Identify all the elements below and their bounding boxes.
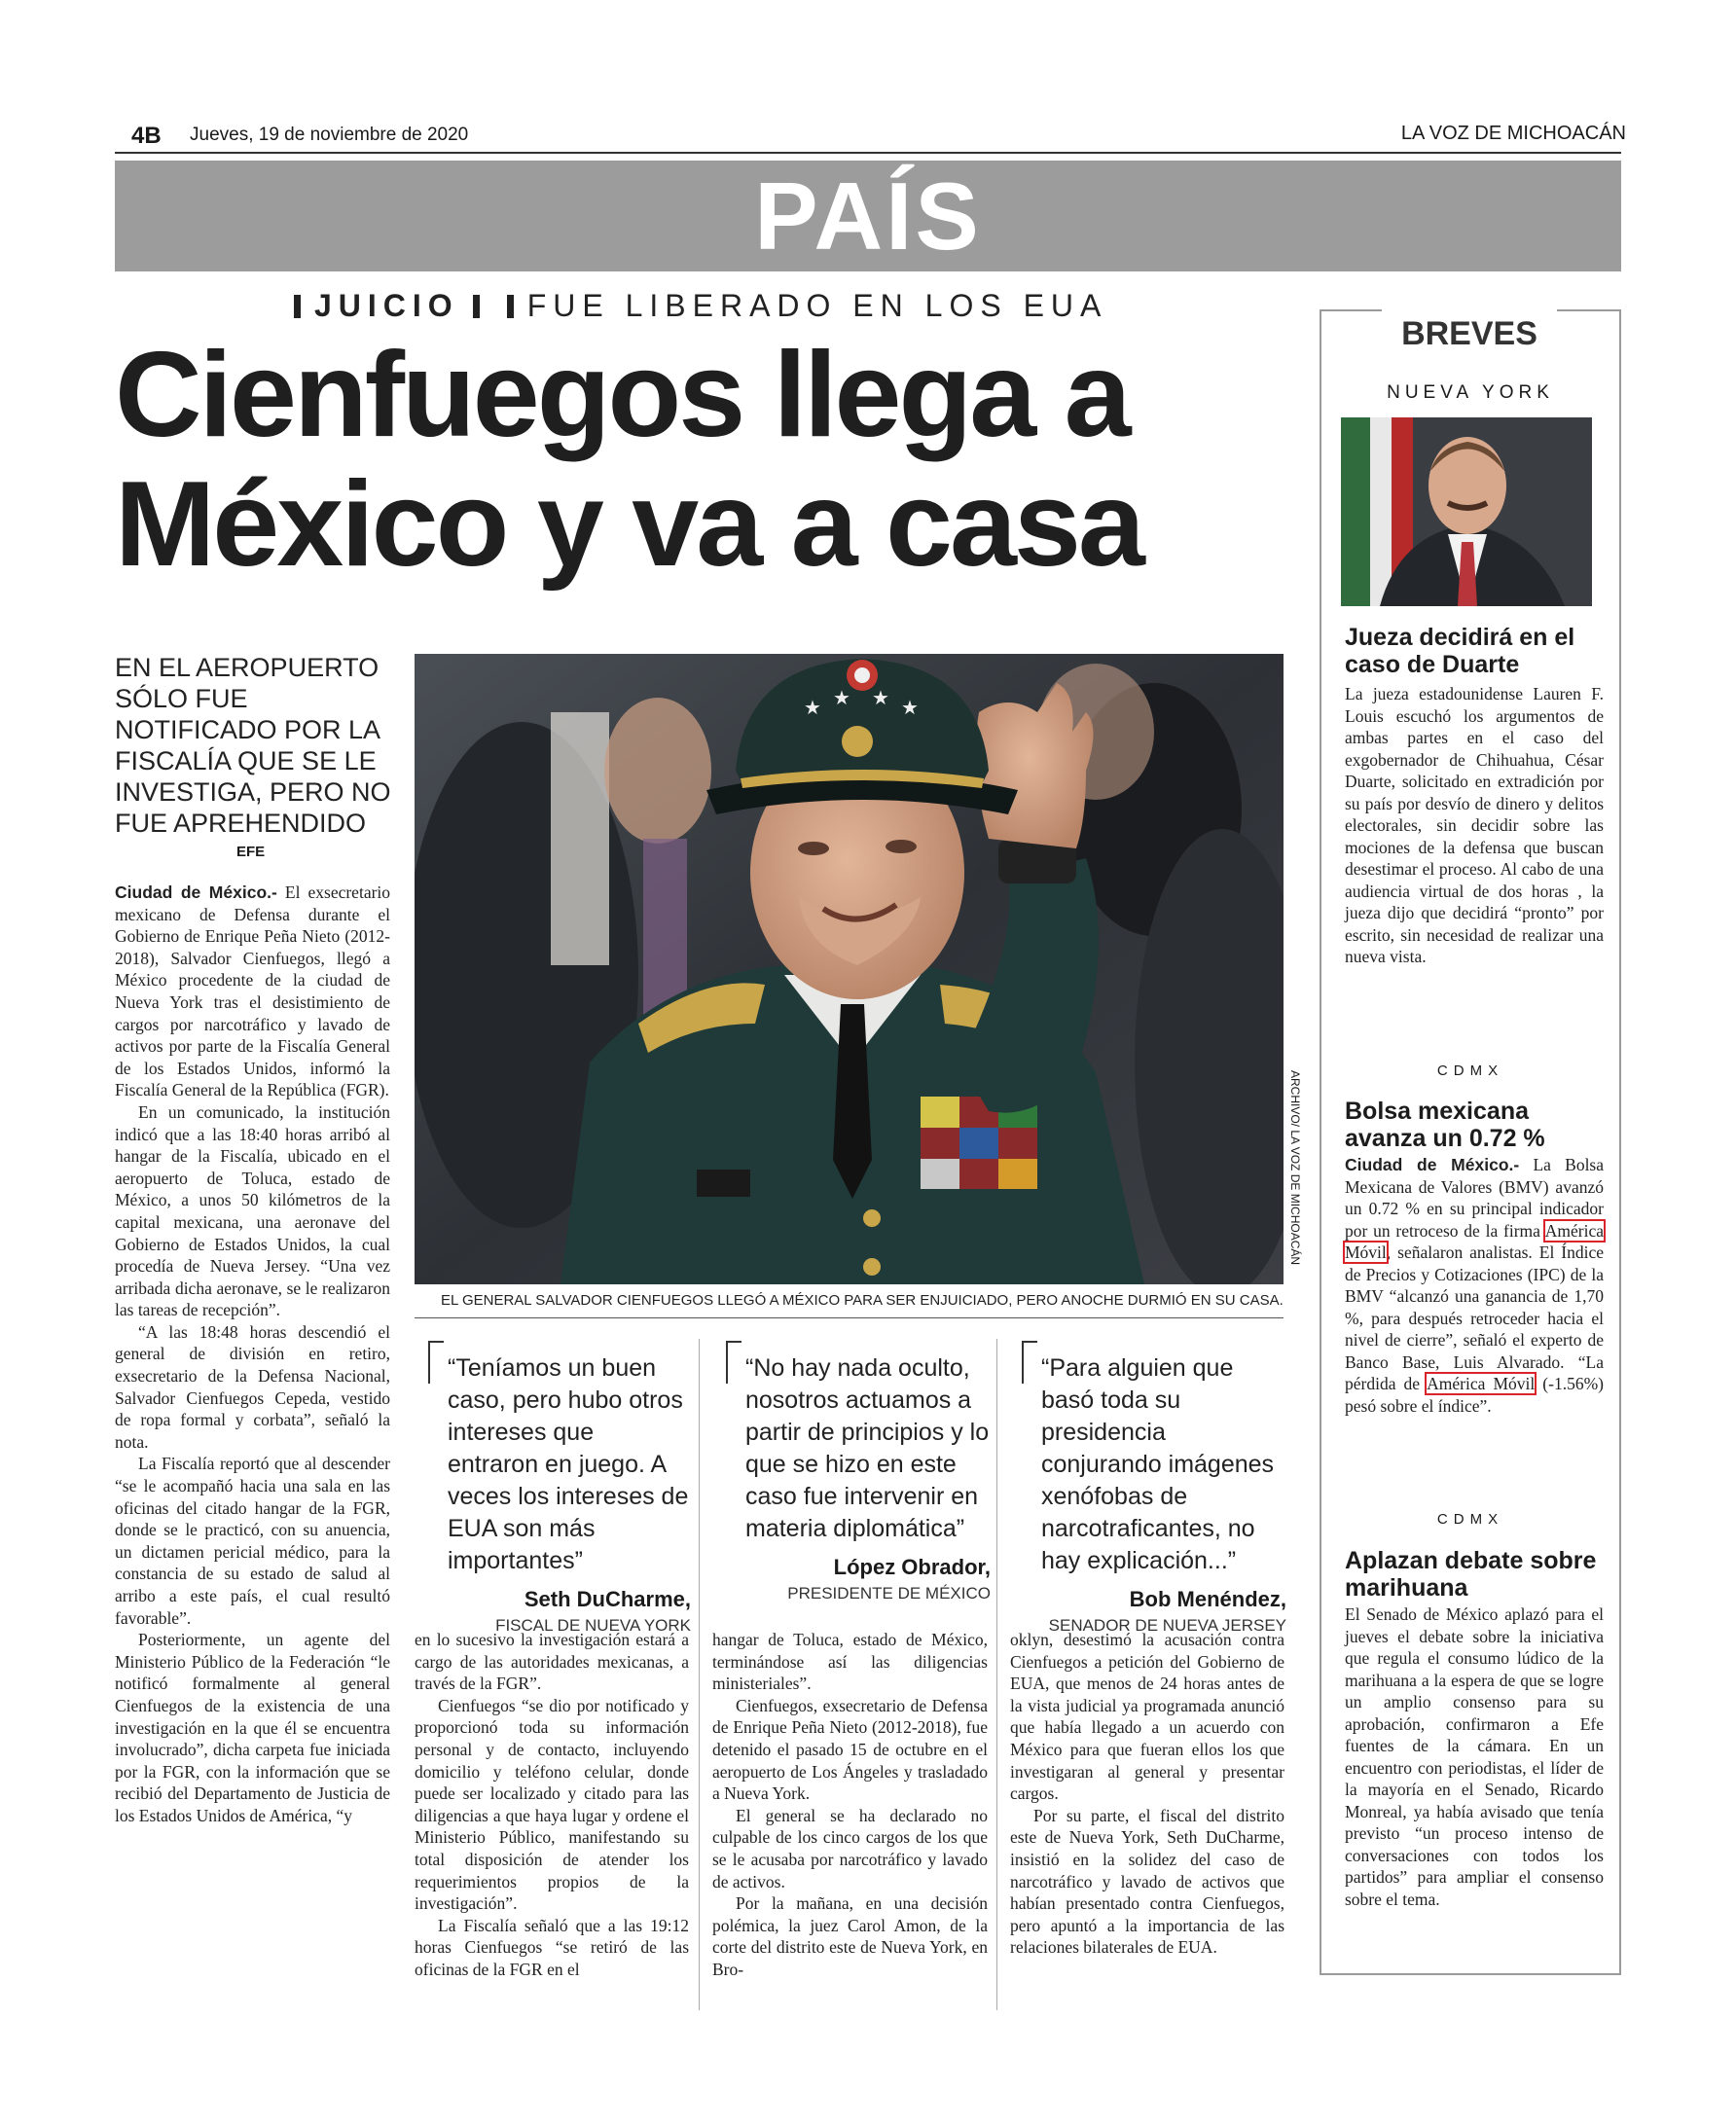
kicker-bar [507,295,514,318]
caption-rule [415,1317,1284,1318]
brief-text [1345,1154,1604,1417]
quote-role: PRESIDENTE DE MÉXICO [787,1584,991,1603]
deck: EN EL AEROPUERTO SÓLO FUE NOTIFICADO POR LA FISCALÍA QUE SE LE INVESTIGA, PERO NO FUE APREHENDIDO [115,653,391,838]
quote-role: FISCAL DE NUEVA YORK [495,1616,691,1635]
highlighted-company: América Móvil [1427,1374,1536,1393]
quote-mark-bar [726,1341,728,1384]
article-column-2 [415,1629,689,2010]
quote-author: Seth DuCharme, [524,1587,691,1611]
brief-photo-duarte [1341,417,1592,606]
pull-quote [448,1352,691,1636]
paragraph: Cienfuegos, exsecretario de Defensa de Enrique Peña Nieto (2012-2018), fue detenido el pasado 15 de octubre en el aeropuerto de Los Ángeles y trasladado a Nueva York. [712,1695,988,1804]
dateline: Ciudad de México.- [1345,1155,1520,1174]
article-column-4 [1010,1629,1284,2010]
paragraph: El exsecretario mexicano de Defensa durante el Gobierno de Enrique Peña Nieto (2012-2018), Salvador Cienfuegos, llegó a México procedente de la ciudad de Nueva York tras el desistimiento de cargos por narcotráfico y lavado de activos por parte de la Fiscalía General de los Estados Unidos, informó la Fiscalía General de la República (FGR). [115,882,390,1100]
paragraph: Cienfuegos “se dio por notificado y proporcionó toda su información personal y de contacto, incluyendo domicilio y teléfono celular, donde puede ser localizado y citado para las diligencias a que haya lugar y ordene el Ministerio Público, manifestando su total disposición de atender los requerimientos propios de la investigación”. [415,1695,689,1914]
brief-headline: Jueza decidirá en el caso de Duarte [1345,624,1575,678]
highlighted-company: América Móvil [1345,1220,1604,1262]
svg-text:★: ★ [804,696,821,719]
quote-text: “Teníamos un buen caso, pero hubo otros intereses que entraron en juego. A veces los intereses de EUA son más importantes” [448,1354,689,1574]
sidebar-title: BREVES [1382,309,1557,358]
newspaper-name: LA VOZ DE MICHOACÁN [1400,123,1626,144]
column-divider [996,1339,997,2010]
paragraph: Por su parte, el fiscal del distrito este de Nueva York, Seth DuCharme, insistió en la solidez del caso de narcotráfico y lavado de activos que habían presentado contra Cienfuegos, pero apuntó a la importancia de las relaciones bilaterales de EUA. [1010,1805,1284,1958]
photo-caption: EL GENERAL SALVADOR CIENFUEGOS LLEGÓ A MÉXICO PARA SER ENJUICIADO, PERO ANOCHE DURMIÓ EN SU CASA. [441,1292,1284,1309]
brief-location: CDMX [1436,1062,1504,1079]
paragraph: hangar de Toluca, estado de México, terminándose así las diligencias ministeriales”. [712,1630,988,1694]
quote-text: “Para alguien que basó toda su presidencia conjurando imágenes xenófobas de narcotraficantes, no hay explicación...” [1041,1354,1275,1574]
paragraph: “A las 18:48 horas descendió el general de división en retiro, exsecretario de la Defensa Nacional, Salvador Cienfuegos Cepeda, vestido de ropa formal y corbata”, señaló la nota. [115,1321,390,1452]
brief-text [1345,683,1604,968]
section-banner [115,161,1621,271]
text-run: La Bolsa Mexicana de Valores (BMV) avanzó un 0.72 % en su principal indicador por un retroceso de la firma [1345,1155,1605,1241]
paragraph: El general se ha declarado no culpable de los cinco cargos de los que se le acusaba por narcotráfico y lavado de activos. [712,1805,988,1891]
kicker-bar [473,295,480,318]
kicker-tag: JUICIO [314,288,459,323]
main-photo-general-cienfuegos [415,654,1284,1284]
brief-location: CDMX [1436,1511,1504,1528]
quote-mark-bar [428,1341,444,1343]
header-rule [115,152,1621,154]
quote-role: SENADOR DE NUEVA JERSEY [1048,1616,1286,1635]
kicker-text: FUE LIBERADO EN LOS EUA [526,288,1108,323]
brief-text [1345,1603,1604,1910]
svg-text:★: ★ [833,686,850,709]
article-column-1 [115,882,390,2010]
kicker [280,288,1107,324]
pull-quote [1041,1352,1286,1636]
issue-date: Jueves, 19 de noviembre de 2020 [190,125,469,145]
page-number: 4B [131,123,162,149]
paragraph: La Fiscalía señaló que a las 19:12 horas Cienfuegos “se retiró de las oficinas de la FGR en el [415,1915,689,1979]
headline-line-2: México y va a casa [115,457,1142,592]
paragraph: en lo sucesivo la investigación estará a cargo de las autoridades mexicanas, a través de la FGR”. [415,1630,689,1694]
quote-mark-bar [726,1341,741,1343]
headline [115,328,1302,592]
brief-headline: Aplazan debate sobre marihuana [1345,1547,1597,1602]
paragraph: La jueza estadounidense Lauren F. Louis escuchó los argumentos de ambas partes en el caso del exgobernador de Chihuahua, César Duarte, solicitado en extradición por su país por desvío de dinero y delitos electorales, sin decidir sobre las mociones de la defensa que buscan desestimar el proceso. Al cabo de una audiencia virtual de dos horas , la jueza dijo que decidirá “pronto” por escrito, sin necesidad de realizar una nueva vista. [1345,684,1604,966]
section-title: PAÍS [754,162,982,270]
article-column-3 [712,1629,988,2010]
paragraph: La Fiscalía reportó que al descender “se le acompañó hacia una sala en las oficinas del citado hangar de la FGR, donde se le practicó, con su anuencia, un dictamen pericial médico, para la constancia de su estado de salud al arribo a este país, el cual resultó favorable”. [115,1454,390,1628]
quote-mark-bar [1022,1341,1024,1384]
quote-mark-bar [428,1341,430,1384]
paragraph: Por la mañana, en una decisión polémica, la juez Carol Amon, de la corte del distrito este de Nueva York, en Bro- [712,1893,988,1979]
photo-credit: ARCHIVO/ LA VOZ DE MICHOACÁN [1288,1070,1302,1266]
pull-quote [745,1352,991,1603]
text-run: , señalaron analistas. El Índice de Precios y Cotizaciones (IPC) de la BMV “alcanzó una ganancia de 1,70 %, para después retroceder hacia el nivel de cierre”, señaló el experto de Banco Base, Luis Alvarado. “La pérdida de [1345,1243,1604,1393]
quote-text: “No hay nada oculto, nosotros actuamos a partir de principios y lo que se hizo en este caso fue intervenir en materia diplomática” [745,1354,990,1542]
headline-line-1: Cienfuegos llega a [115,328,1129,462]
paragraph: El Senado de México aplazó para el jueves el debate sobre la iniciativa que regula el consumo lúdico de la marihuana a la espera de que se logre un amplio consenso para su aprobación, confirmaron a Efe fuentes de la cámara. En un encuentro con periodistas, el líder de la mayoría en el Senado, Ricardo Monreal, ya había avisado que tenía previsto “un proceso intenso de conversaciones con todos los partidos” para ampliar el consenso sobre el tema. [1345,1604,1604,1909]
brief-headline: Bolsa mexicana avanza un 0.72 % [1345,1098,1545,1152]
svg-text:★: ★ [872,686,889,709]
paragraph: Posteriormente, un agente del Ministerio Público de la Federación “le notificó formalmente al general Cienfuegos de la existencia de una investigación en la que él se encuentra involucrado”, dicha carpeta fue iniciada por la FGR, con la información que se recibió del Departamento de Justicia de los Estados Unidos de América, “y [115,1630,390,1825]
brief-location: NUEVA YORK [1387,382,1554,403]
kicker-bar [294,295,301,318]
quote-author: López Obrador, [833,1555,991,1579]
byline: EFE [236,844,266,860]
paragraph: oklyn, desestimó la acusación contra Cienfuegos a petición del Gobierno de EUA, que menos de 24 horas antes de la vista judicial ya programada anunció que había llegado a un acuerdo con México para que fueran ellos los que investigaran al general y presentar cargos. [1010,1630,1284,1804]
quote-author: Bob Menéndez, [1129,1587,1286,1611]
svg-text:★: ★ [901,696,919,719]
paragraph: En un comunicado, la institución indicó que a las 18:40 horas arribó al hangar de la Fiscalía, ubicado en el aeropuerto de Toluca, estado de México, a unos 50 kilómetros de la capital mexicana, una aeronave del Gobierno de Estados Unidos, la cual procedía de Nueva Jersey. “Una vez arribada dicha aeronave, se le realizaron las tareas de recepción”. [115,1101,390,1320]
column-divider [699,1339,700,2010]
dateline: Ciudad de México.- [115,882,277,902]
text-run: (-1.56%) pesó sobre el índice”. [1345,1374,1604,1416]
quote-mark-bar [1022,1341,1037,1343]
